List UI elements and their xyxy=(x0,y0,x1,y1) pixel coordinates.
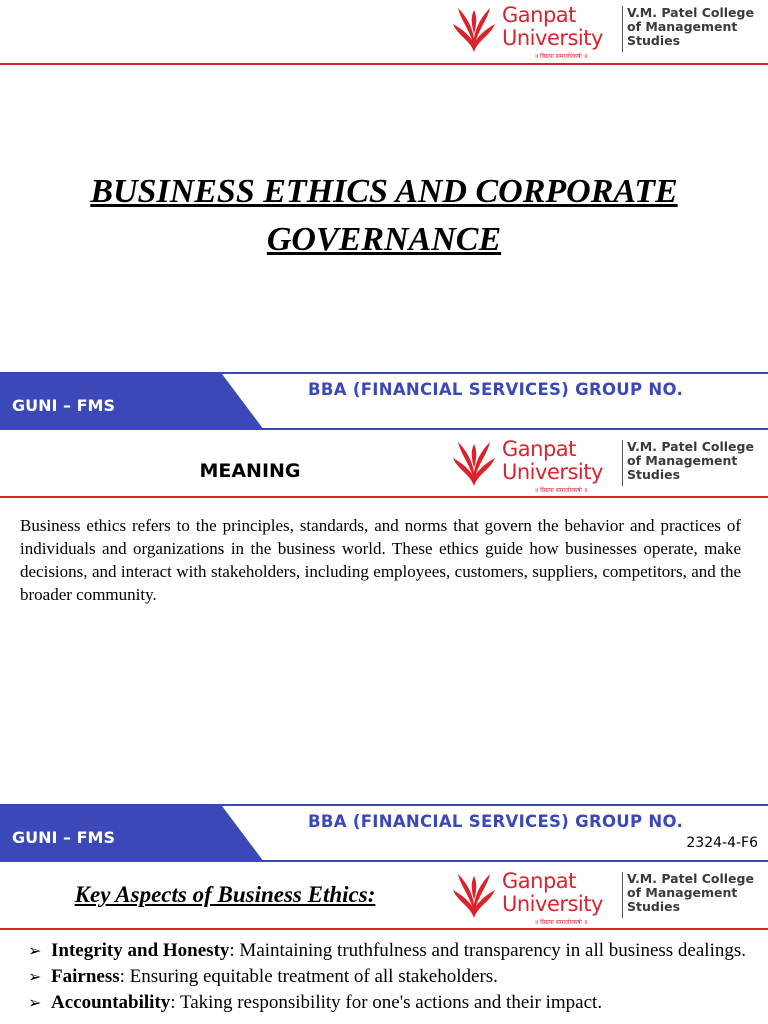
logo-divider xyxy=(622,440,623,486)
university-name: Ganpat University xyxy=(502,437,603,484)
college-name: V.M. Patel College of Management Studies xyxy=(627,871,754,914)
footer-right-label: BBA (FINANCIAL SERVICES) GROUP NO. xyxy=(308,380,684,399)
arrow-bullet-icon: ➢ xyxy=(28,941,42,960)
key-aspects-list xyxy=(28,938,748,1016)
logo-divider xyxy=(622,6,623,52)
footer-band xyxy=(0,804,768,864)
slide-title xyxy=(0,0,768,432)
slide-key-aspects xyxy=(0,864,768,1024)
logo-divider xyxy=(622,872,623,918)
logo-tagline: ॥ विद्यया समाजोत्कर्षः ॥ xyxy=(534,919,588,926)
header-rule xyxy=(0,928,768,930)
footer-left-label: GUNI – FMS xyxy=(12,396,115,415)
presentation-title: BUSINESS ETHICS AND CORPORATE GOVERNANCE xyxy=(90,173,678,258)
footer-left-label: GUNI – FMS xyxy=(12,828,115,847)
university-logo xyxy=(450,438,768,498)
arrow-bullet-icon: ➢ xyxy=(28,993,42,1012)
college-name: V.M. Patel College of Management Studies xyxy=(627,5,754,48)
list-item: ➢ Fairness: Ensuring equitable treatment of all stakeholders. xyxy=(28,966,498,987)
college-name: V.M. Patel College of Management Studies xyxy=(627,439,754,482)
slide-heading: Key Aspects of Business Ethics: xyxy=(74,882,376,907)
arrow-bullet-icon: ➢ xyxy=(28,967,42,986)
slide-meaning xyxy=(0,432,768,864)
document-code: 2324-4-F6 xyxy=(686,835,758,851)
university-logo xyxy=(450,4,768,64)
list-item: ➢ Accountability: Taking responsibility for one's actions and their impact. xyxy=(28,992,603,1013)
meaning-paragraph: Business ethics refers to the principles, standards, and norms that govern the behavior and practices of individuals and organizations in the business world. These ethics guide how businesses operate, make decisions, and interact with stakeholders, including employees, customers, suppliers, competitors, and the broader community. xyxy=(20,516,741,604)
footer-band xyxy=(0,372,768,432)
header-rule xyxy=(0,496,768,498)
header-rule xyxy=(0,63,768,65)
logo-tagline: ॥ विद्यया समाजोत्कर्षः ॥ xyxy=(534,53,588,60)
footer-right-label: BBA (FINANCIAL SERVICES) GROUP NO. xyxy=(308,812,684,831)
university-logo xyxy=(450,870,768,930)
flame-logo-icon xyxy=(450,870,498,920)
logo-tagline: ॥ विद्यया समाजोत्कर्षः ॥ xyxy=(534,487,588,494)
university-name: Ganpat University xyxy=(502,3,603,50)
slide-heading: MEANING xyxy=(199,460,301,482)
flame-logo-icon xyxy=(450,438,498,488)
university-name: Ganpat University xyxy=(502,869,603,916)
list-item: ➢ Integrity and Honesty: Maintaining truthfulness and transparency in all business dealings. xyxy=(28,940,746,961)
flame-logo-icon xyxy=(450,4,498,54)
